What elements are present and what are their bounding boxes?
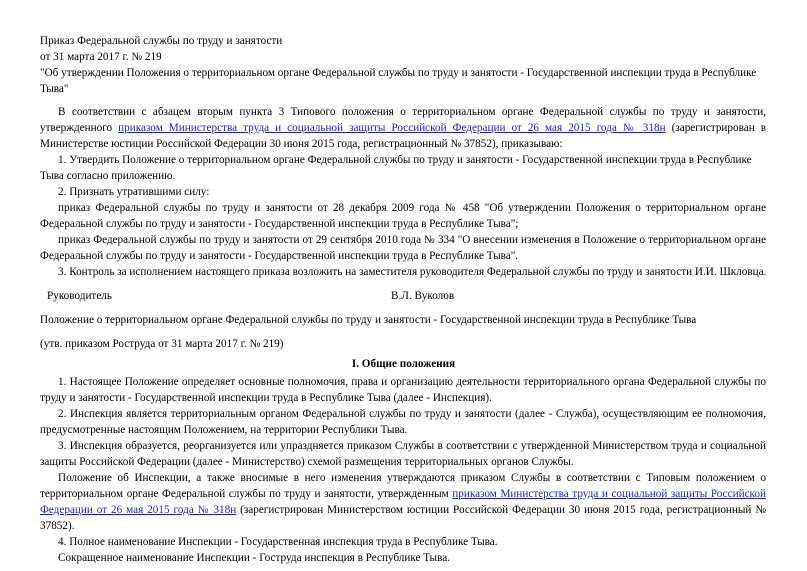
order-318n-link-2-cont[interactable]: Федерации от 26 мая 2015 года № 318н xyxy=(40,504,237,516)
repealed-order-458-cont: Федеральной службы по труду и занятости - Государственной инспекции труда в Республике Тыва"; xyxy=(40,218,519,230)
preamble-text-cont: (зарегистрирован в xyxy=(665,122,766,134)
order-item-1-cont: Тыва согласно приложению. xyxy=(40,170,176,182)
appendix-title: Положение о территориальном органе Федеральной службы по труду и занятости - Государственной инспекции труда в Республике Тыва xyxy=(40,314,697,326)
order-item-1: 1. Утвердить Положение о территориальном органе Федеральной службы по труду и занятости - Государственной инспекции труда в Республике xyxy=(58,154,752,166)
clause-3-para-2-line-2 xyxy=(40,486,766,502)
repealed-order-334-cont: Федеральной службы по труду и занятости - Государственной инспекции труда в Республике Тыва". xyxy=(40,250,519,262)
header-title: Приказ Федеральной службы по труду и занятости xyxy=(40,35,283,47)
clause-4-short-name: Сокращенное наименование Инспекции - Гоструда инспекция в Республике Тыва. xyxy=(58,552,450,564)
clause-4: 4. Полное наименование Инспекции - Государственная инспекция труда в Республике Тыва. xyxy=(58,536,498,548)
repealed-order-334: приказ Федеральной службы по труду и занятости от 29 сентября 2010 года № 334 "О внесении изменения в Положение о территориальном органе xyxy=(58,234,766,246)
clause-2: 2. Инспекция является территориальным органом Федеральной службы по труду и занятости (далее - Служба), осуществляющим ее полномочия, xyxy=(58,408,766,420)
header-date: от 31 марта 2017 г. № 219 xyxy=(40,51,162,63)
clause-text-cont: (зарегистрирован Министерством юстиции Российской Федерации 30 июня 2015 года, регистрационный № xyxy=(236,504,767,516)
signature-role: Руководитель xyxy=(47,290,112,302)
clause-1-cont: труду и занятости - Государственной инспекции труда в Республике Тыва (далее - Инспекция). xyxy=(40,392,492,404)
preamble-line-2 xyxy=(40,120,766,136)
preamble-line-3: Министерстве юстиции Российской Федерации 30 июня 2015 года, регистрационный № 37852), приказываю: xyxy=(40,138,563,150)
appendix-approval: (утв. приказом Роструда от 31 марта 2017 г. № 219) xyxy=(40,338,284,350)
header-subject: "Об утверждении Положения о территориальном органе Федеральной службы по труду и занятости - Государственной инспекции труда в Республике xyxy=(40,67,757,79)
preamble-text: утвержденного xyxy=(40,122,119,134)
section-heading: I. Общие положения xyxy=(351,358,456,370)
signature-name: В.Л. Вуколов xyxy=(391,290,455,302)
order-item-2: 2. Признать утратившими силу: xyxy=(58,186,210,198)
clause-3-cont: защиты Российской Федерации (далее - Министерство) схемой размещения территориальных органов Службы. xyxy=(40,456,574,468)
header-subject-cont: Тыва" xyxy=(40,83,69,95)
preamble-line-1: В соответствии с абзацем вторым пункта 3 Типового положения о территориальном органе Федеральной службы по труду и занятости, xyxy=(58,106,766,118)
clause-3-para-2-end: 37852). xyxy=(40,520,75,532)
order-item-3: 3. Контроль за исполнением настоящего приказа возложить на заместителя руководителя Федеральной службы по труду и занятости И.И. Шкловца. xyxy=(58,266,767,278)
order-318n-link[interactable]: приказом Министерства труда и социальной защиты Российской Федерации от 26 мая 2015 года № 318н xyxy=(118,122,666,134)
clause-2-cont: предусмотренные настоящим Положением, на территории Республики Тыва. xyxy=(40,424,408,436)
clause-1: 1. Настоящее Положение определяет основные полномочия, права и организацию деятельности территориального органа Федеральной службы по xyxy=(58,376,766,388)
order-318n-link-2[interactable]: приказом Министерства труда и социальной защиты Российской xyxy=(452,488,766,500)
clause-3-para-2-line-3 xyxy=(40,502,766,518)
clause-3-para-2: Положение об Инспекции, а также вносимые в него изменения утверждаются приказом Службы в соответствии с Типовым положением о xyxy=(58,472,766,484)
clause-text: территориальном органе Федеральной службы по труду и занятости, утвержденным xyxy=(40,488,453,500)
repealed-order-458: приказ Федеральной службы по труду и занятости от 28 декабря 2009 года № 458 "Об утверждении Положения о территориальном органе xyxy=(58,202,766,214)
clause-3: 3. Инспекция образуется, реорганизуется или упраздняется приказом Службы в соответствии с утвержденной Министерством труда и социальной xyxy=(58,440,766,452)
